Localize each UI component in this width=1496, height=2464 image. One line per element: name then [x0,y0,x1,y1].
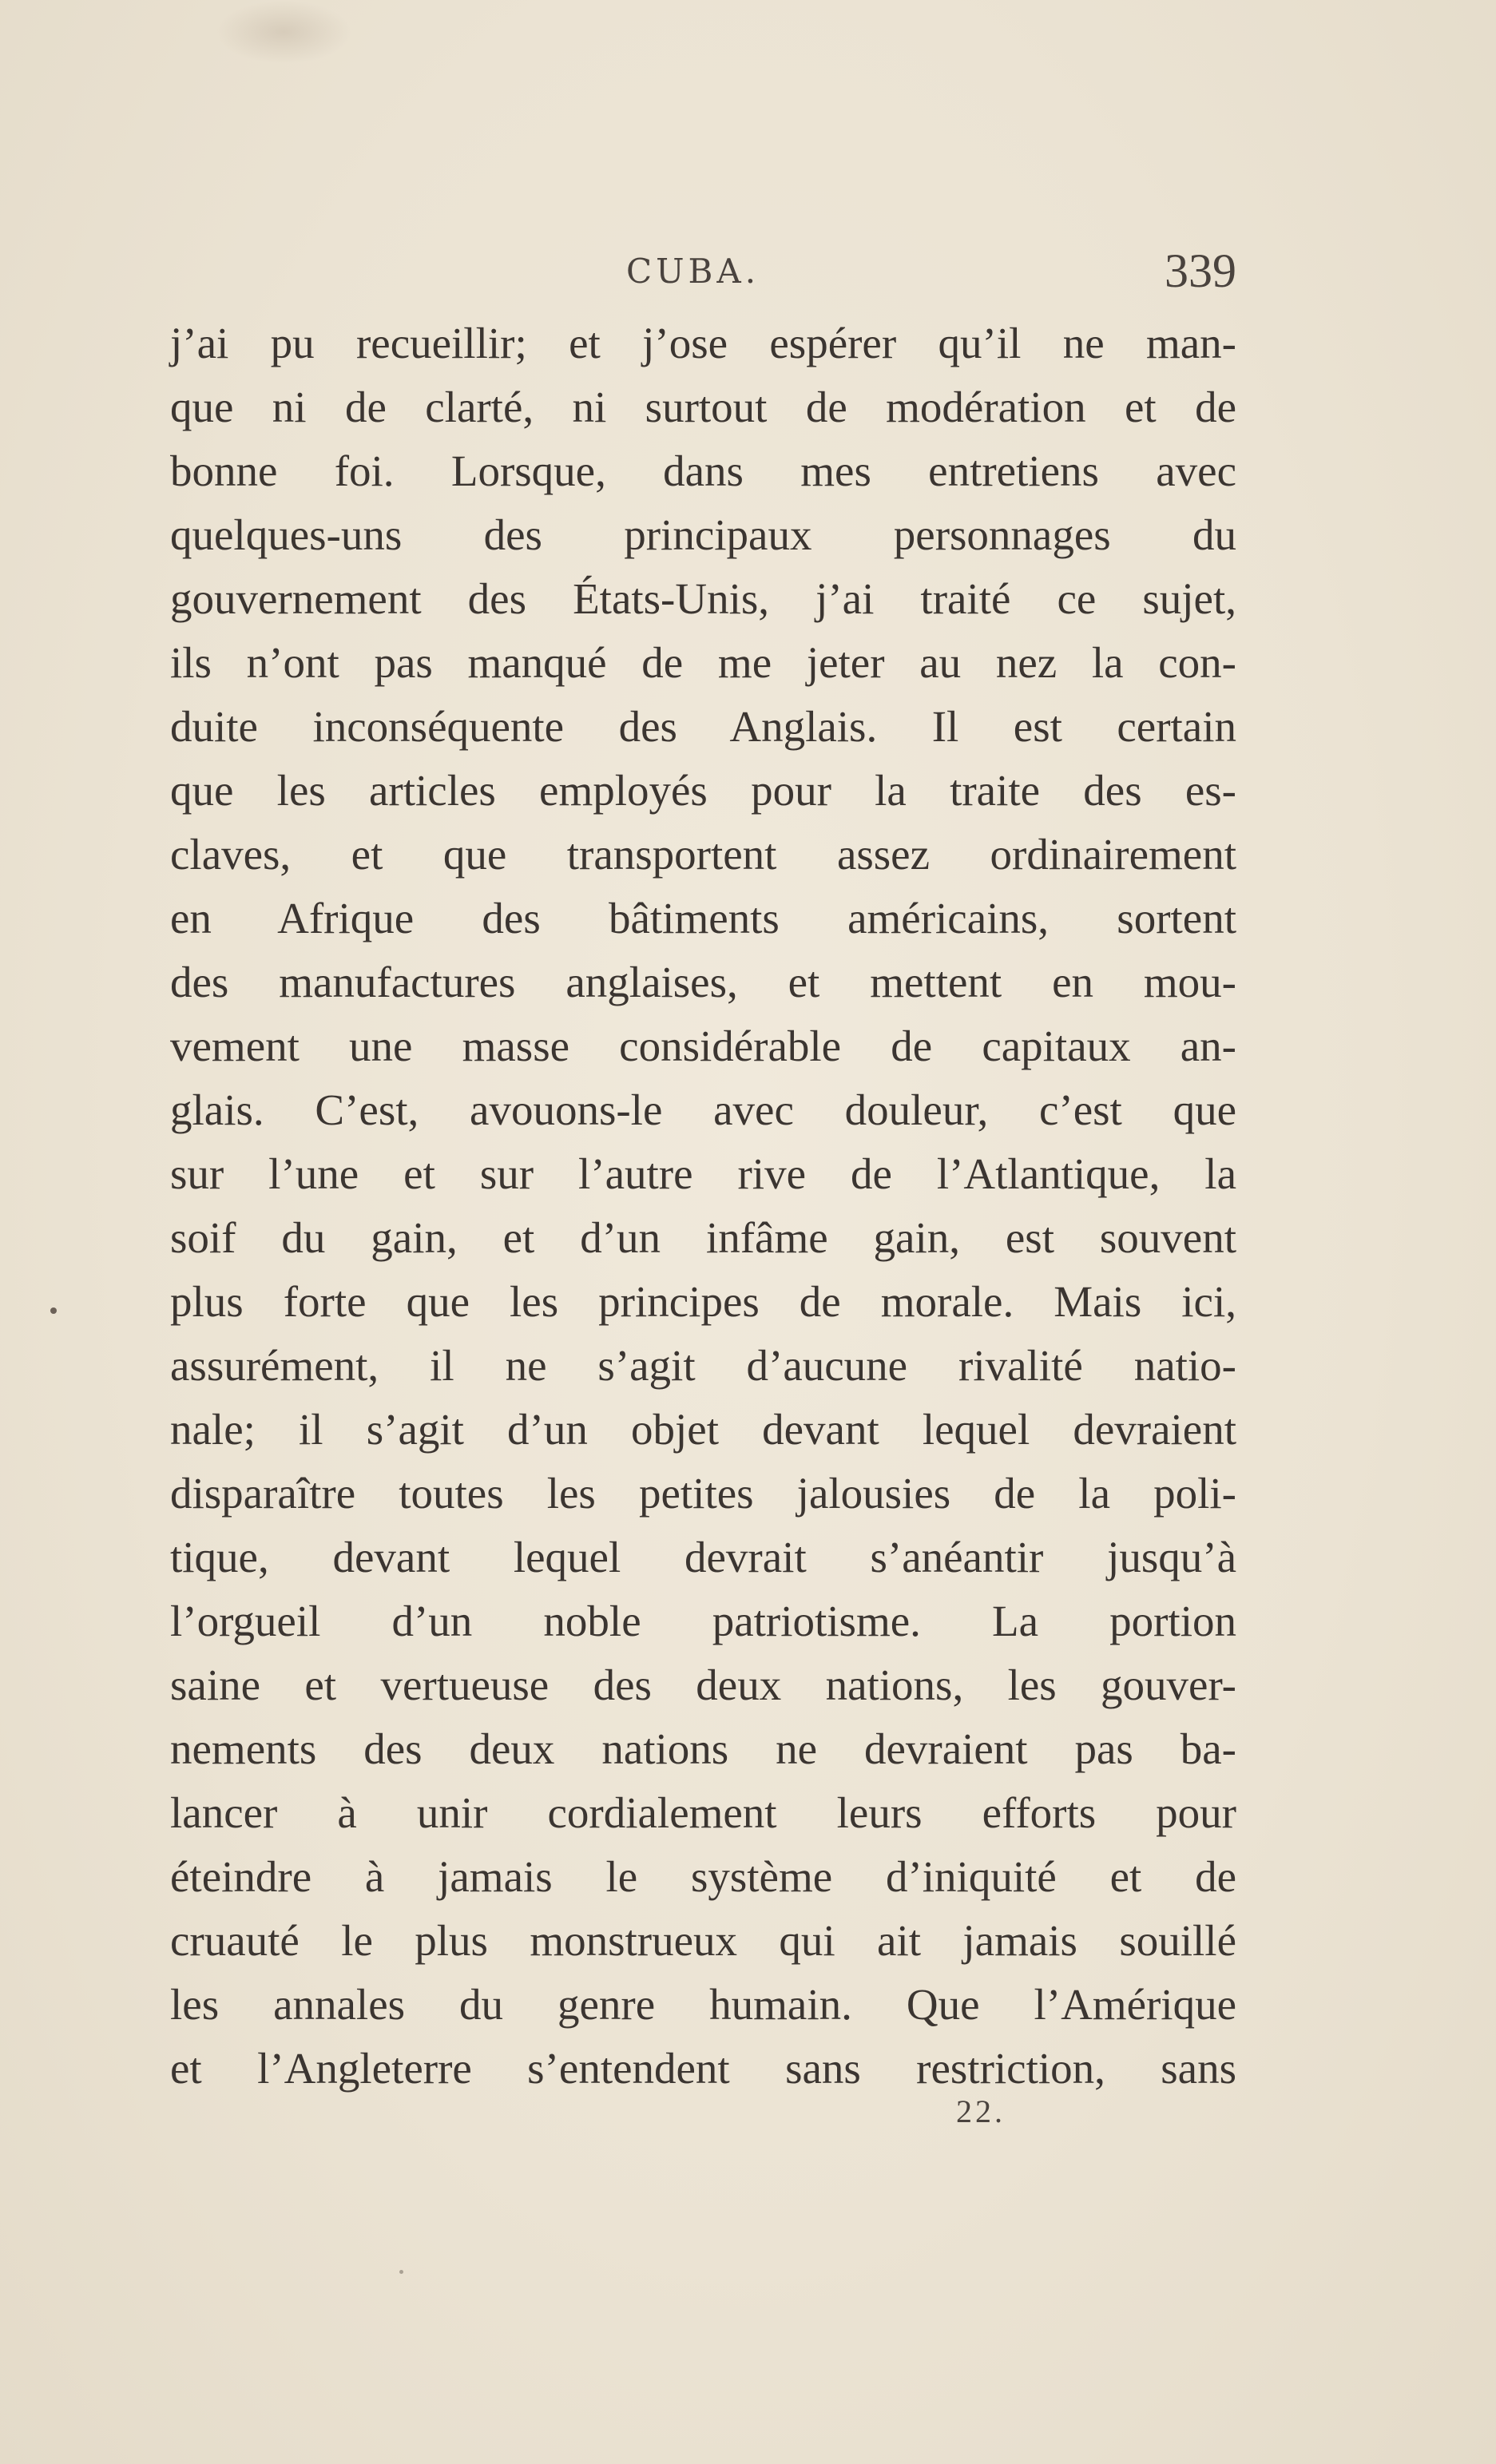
text-line: assurément, il ne s’agit d’aucune rivalité natio- [170,1341,1236,1390]
signature-mark: 22. [956,2093,1006,2129]
text-line: que ni de clarté, ni surtout de modération et de [170,383,1236,431]
paper-stain [216,0,351,64]
text-line: soif du gain, et d’un infâme gain, est souvent [170,1213,1236,1262]
ink-speck [50,1307,57,1314]
text-line: cruauté le plus monstrueux qui ait jamais souillé [170,1916,1236,1965]
running-head: CUBA. [626,252,760,291]
text-line: duite inconséquente des Anglais. Il est certain [170,702,1236,751]
text-line: bonne foi. Lorsque, dans mes entretiens avec [170,446,1236,495]
text-line: ils n’ont pas manqué de me jeter au nez la con- [170,638,1236,687]
text-line: tique, devant lequel devrait s’anéantir jusqu’à [170,1533,1236,1581]
text-line: que les articles employés pour la traite des es- [170,766,1236,815]
ink-speck [399,2270,403,2274]
body-text [170,311,1236,2101]
text-line: nements des deux nations ne devraient pas ba- [170,1724,1236,1773]
text-line: nale; il s’agit d’un objet devant lequel devraient [170,1405,1236,1454]
text-line: j’ai pu recueillir; et j’ose espérer qu’il ne man- [170,319,1236,367]
text-line: saine et vertueuse des deux nations, les gouver- [170,1661,1236,1709]
text-line: plus forte que les principes de morale. Mais ici, [170,1277,1236,1326]
text-line: des manufactures anglaises, et mettent en mou- [170,958,1236,1006]
text-line: l’orgueil d’un noble patriotisme. La portion [170,1597,1236,1645]
text-line: vement une masse considérable de capitaux an- [170,1022,1236,1070]
text-line: sur l’une et sur l’autre rive de l’Atlantique, la [170,1149,1236,1198]
text-line: claves, et que transportent assez ordinairement [170,830,1236,879]
text-line: disparaître toutes les petites jalousies de la poli- [170,1469,1236,1518]
text-line: quelques-uns des principaux personnages du [170,510,1236,559]
text-line: les annales du genre humain. Que l’Amérique [170,1980,1236,2029]
text-line: éteindre à jamais le système d’iniquité et de [170,1852,1236,1901]
text-line: et l’Angleterre s’entendent sans restriction, sans [170,2044,1236,2093]
text-line: lancer à unir cordialement leurs efforts pour [170,1788,1236,1837]
page-number: 339 [1165,244,1236,297]
text-line: glais. C’est, avouons-le avec douleur, c’est que [170,1085,1236,1134]
text-line: en Afrique des bâtiments américains, sortent [170,894,1236,942]
page-header [173,244,1236,308]
text-line: gouvernement des États-Unis, j’ai traité ce sujet, [170,574,1236,623]
